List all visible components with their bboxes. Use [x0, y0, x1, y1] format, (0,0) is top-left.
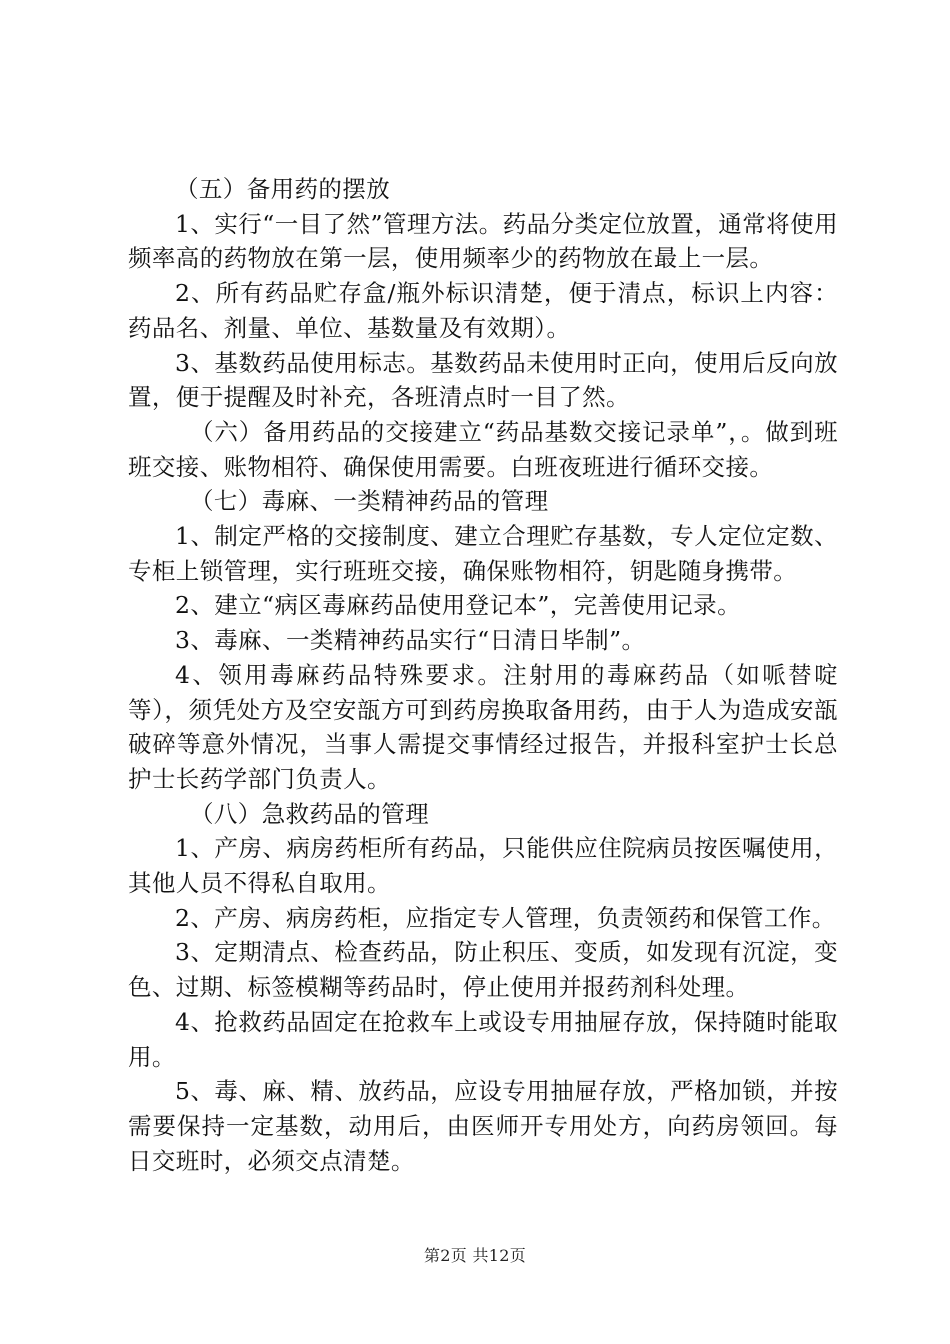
paragraph: 2、所有药品贮存盒/瓶外标识清楚，便于清点，标识上内容：药品名、剂量、单位、基数量及有效期）。	[128, 279, 838, 342]
paragraph: 1、实行“一目了然”管理方法。药品分类定位放置，通常将使用频率高的药物放在第一层，使用频率少的药物放在最上一层。	[128, 209, 838, 273]
paragraph: 2、建立“病区毒麻药品使用登记本”，完善使用记录。	[175, 591, 741, 620]
paragraph: 1、产房、病房药柜所有药品，只能供应住院病员按医嘱使用，其他人员不得私自取用。	[128, 834, 838, 898]
paragraph: 2、产房、病房药柜，应指定专人管理，负责领药和保管工作。	[175, 903, 836, 932]
page-number-footer: 第2页 共12页	[423, 1246, 527, 1265]
paragraph: 3、基数药品使用标志。基数药品未使用时正向，使用后反向放置，便于提醒及时补充，各班清点时一目了然。	[128, 348, 838, 412]
section-heading-5: （五）备用药的摆放	[175, 175, 391, 203]
paragraph: 4、抢救药品固定在抢救车上或设专用抽屉存放，保持随时能取用。	[128, 1007, 838, 1071]
section-heading-6: （六）备用药品的交接建立“药品基数交接记录单”，。做到班班交接、账物相符、确保使用需要。白班夜班进行循环交接。	[128, 417, 838, 481]
section-heading-8: （八）急救药品的管理	[190, 799, 429, 828]
paragraph: 3、毒麻、一类精神药品实行“日清日毕制”。	[175, 626, 646, 655]
document-body	[128, 172, 838, 1178]
paragraph: 1、制定严格的交接制度、建立合理贮存基数，专人定位定数、专柜上锁管理，实行班班交接，确保账物相符，钥匙随身携带。	[128, 522, 838, 585]
section-heading-7: （七）毒麻、一类精神药品的管理	[190, 487, 549, 516]
paragraph: 3、定期清点、检查药品，防止积压、变质，如发现有沉淀，变色、过期、标签模糊等药品时，停止使用并报药剂科处理。	[128, 938, 838, 1002]
paragraph: 4、领用毒麻药品特殊要求。注射用的毒麻药品（如哌替啶等），须凭处方及空安瓿方可到药房换取备用药，由于人为造成安瓿破碎等意外情况，当事人需提交事情经过报告，并报科室护士长总护士长药学部门负责人。	[128, 660, 838, 793]
paragraph: 5、毒、麻、精、放药品，应设专用抽屉存放，严格加锁，并按需要保持一定基数，动用后，由医师开专用处方，向药房领回。每日交班时，必须交点清楚。	[128, 1077, 838, 1175]
